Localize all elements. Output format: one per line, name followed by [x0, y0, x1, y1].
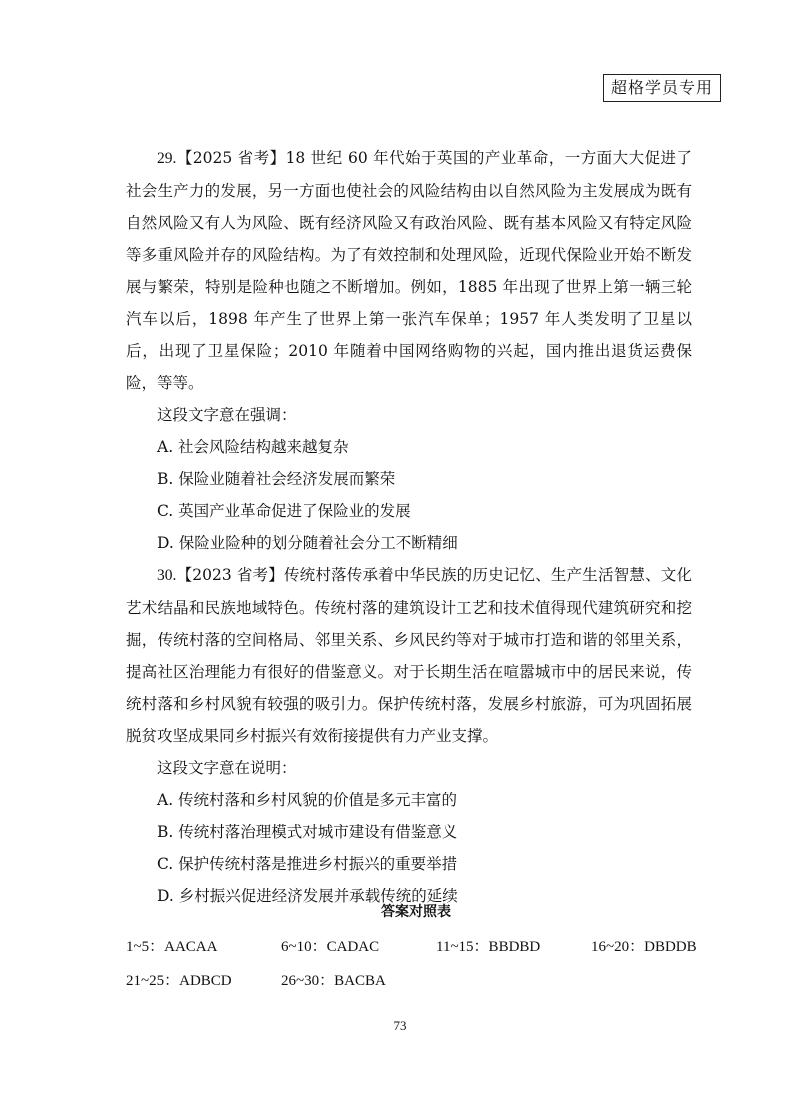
question-29-stem: [126, 142, 692, 399]
question-29-option-d: D. 保险业险种的划分随着社会分工不断精细: [157, 534, 458, 552]
answer-key-row: [126, 930, 706, 964]
question-29-option-c: C. 英国产业革命促进了保险业的发展: [157, 502, 411, 520]
question-30-option-c: C. 保护传统村落是推进乡村振兴的重要举措: [157, 855, 458, 873]
question-30-option-d: D. 乡村振兴促进经济发展并承载传统的延续: [157, 887, 458, 905]
answer-key-title: 答案对照表: [381, 904, 451, 920]
question-text: 传统村落传承着中华民族的历史记忆、生产生活智慧、文化艺术结晶和民族地域特色。传统村落的建筑设计工艺和技术值得现代建筑研究和挖掘，传统村落的空间格局、邻里关系、乡风民约等对于城市打造和谐的邻里关系，提高社区治理能力有很好的借鉴意义。对于长期生活在喧嚣城市中的居民来说，传统村落和乡村风貌有较强的吸引力。保护传统村落，发展乡村旅游，可为巩固拓展脱贫攻坚成果同乡村振兴有效衔接提供有力产业支撑。: [126, 566, 692, 745]
question-source-tag: 【2023 省考】: [176, 566, 284, 584]
answer-key-cell: 6~10：CADAC: [281, 939, 380, 955]
question-source-tag: 【2025 省考】: [176, 149, 286, 167]
answer-key: [126, 900, 706, 998]
answer-key-row: [126, 964, 706, 998]
question-number: 29.: [157, 150, 177, 167]
question-30-option-b: B. 传统村落治理模式对城市建设有借鉴意义: [157, 823, 458, 841]
question-29-option-b: B. 保险业随着社会经济发展而繁荣: [157, 470, 396, 488]
question-30-stem: [126, 559, 692, 752]
answer-key-cell: 26~30：BACBA: [281, 973, 386, 989]
answer-key-cell: 21~25：ADBCD: [126, 973, 232, 989]
page-number: 73: [393, 1018, 407, 1033]
question-30-prompt: 这段文字意在说明：: [157, 759, 297, 777]
question-number: 30.: [157, 567, 177, 584]
answer-key-cell: 11~15：BBDBD: [436, 939, 541, 955]
question-text: 18 世纪 60 年代始于英国的产业革命，一方面大大促进了社会生产力的发展，另一方面也使社会的风险结构由以自然风险为主发展成为既有自然风险又有人为风险、既有经济风险又有政治风险、既有基本风险又有特定风险等多重风险并存的风险结构。为了有效控制和处理风险，近现代保险业开始不断发展与繁荣，特别是险种也随之不断增加。例如，1885 年出现了世界上第一辆三轮汽车以后，1898 年产生了世界上第一张汽车保单；1957 年人类发明了卫星以后，出现了卫星保险；2010 年随着中国网络购物的兴起，国内推出退货运费保险，等等。: [126, 149, 693, 392]
answer-key-cell: 16~20：DBDDB: [591, 939, 697, 955]
question-content: [126, 142, 692, 912]
question-29-prompt: 这段文字意在强调：: [157, 406, 297, 424]
exclusive-badge: 超格学员专用: [603, 74, 721, 102]
question-29-option-a: A. 社会风险结构越来越复杂: [157, 438, 349, 456]
question-30-option-a: A. 传统村落和乡村风貌的价值是多元丰富的: [157, 791, 458, 809]
answer-key-cell: 1~5：AACAA: [126, 939, 218, 955]
